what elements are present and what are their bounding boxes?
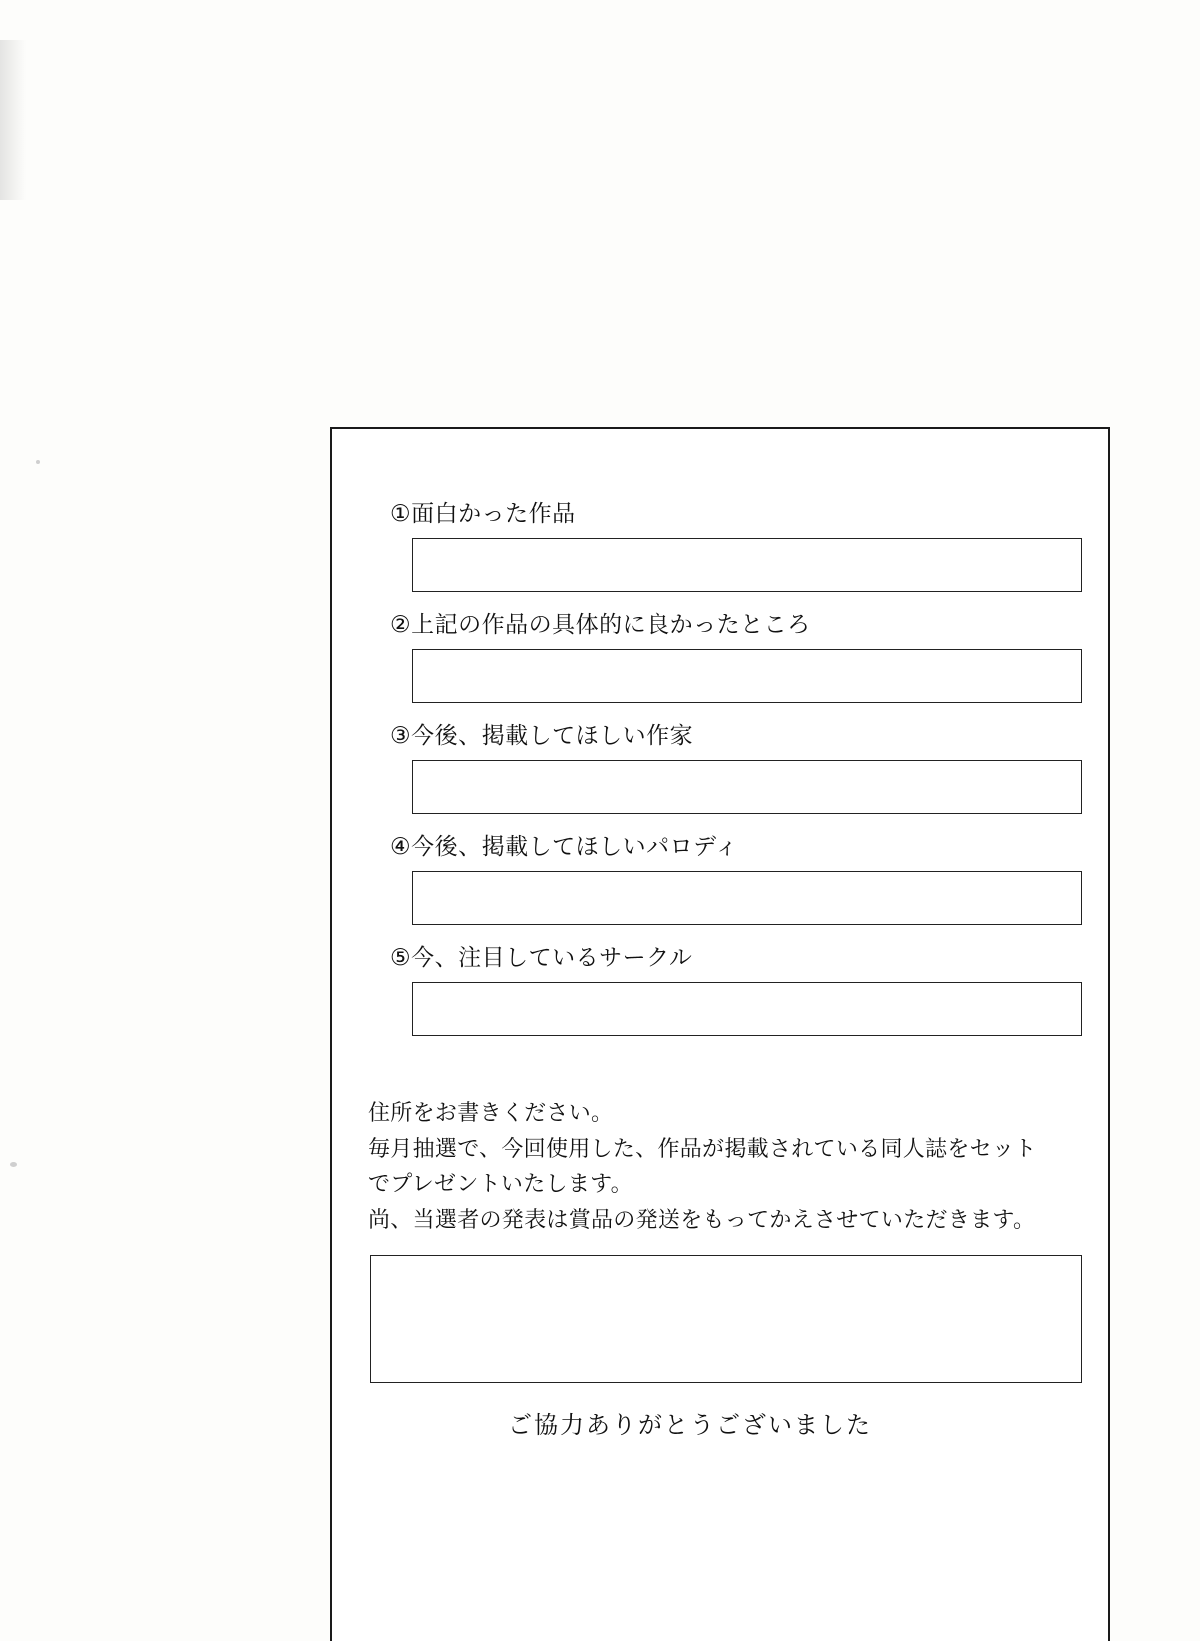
scan-artifact	[0, 40, 26, 200]
question-2	[360, 610, 1080, 703]
question-5-input[interactable]	[412, 982, 1082, 1036]
notice-text	[368, 1096, 1080, 1239]
notice-line-4: 尚、当選者の発表は賞品の発送をもってかえさせていただきます。	[368, 1208, 1036, 1234]
notice-line-2: 毎月抽選で、今回使用した、作品が掲載されている同人誌をセット	[368, 1136, 1037, 1162]
question-5	[360, 943, 1080, 1036]
question-4-input[interactable]	[412, 871, 1082, 925]
footer-thanks: ご協力ありがとうございました	[508, 1410, 872, 1439]
question-5-label: ⑤今、注目しているサークル	[390, 945, 693, 972]
question-1-label: ①面白かった作品	[390, 501, 576, 527]
question-4-label: ④今後、掲載してほしいパロディ	[390, 834, 739, 861]
question-3-label: ③今後、掲載してほしい作家	[390, 723, 694, 750]
question-1	[360, 499, 1080, 592]
questionnaire-card	[330, 427, 1110, 1641]
scan-speck	[36, 460, 40, 464]
question-4	[360, 832, 1080, 925]
question-3-input[interactable]	[412, 760, 1082, 814]
question-2-label: ②上記の作品の具体的に良かったところ	[390, 612, 811, 639]
question-2-input[interactable]	[412, 649, 1082, 703]
question-3	[360, 721, 1080, 814]
notice-line-1: 住所をお書きください。	[368, 1101, 614, 1127]
address-input[interactable]	[370, 1255, 1082, 1383]
question-1-input[interactable]	[412, 538, 1082, 592]
scan-speck	[10, 1162, 17, 1167]
notice-line-3: でプレゼントいたします。	[368, 1172, 633, 1198]
